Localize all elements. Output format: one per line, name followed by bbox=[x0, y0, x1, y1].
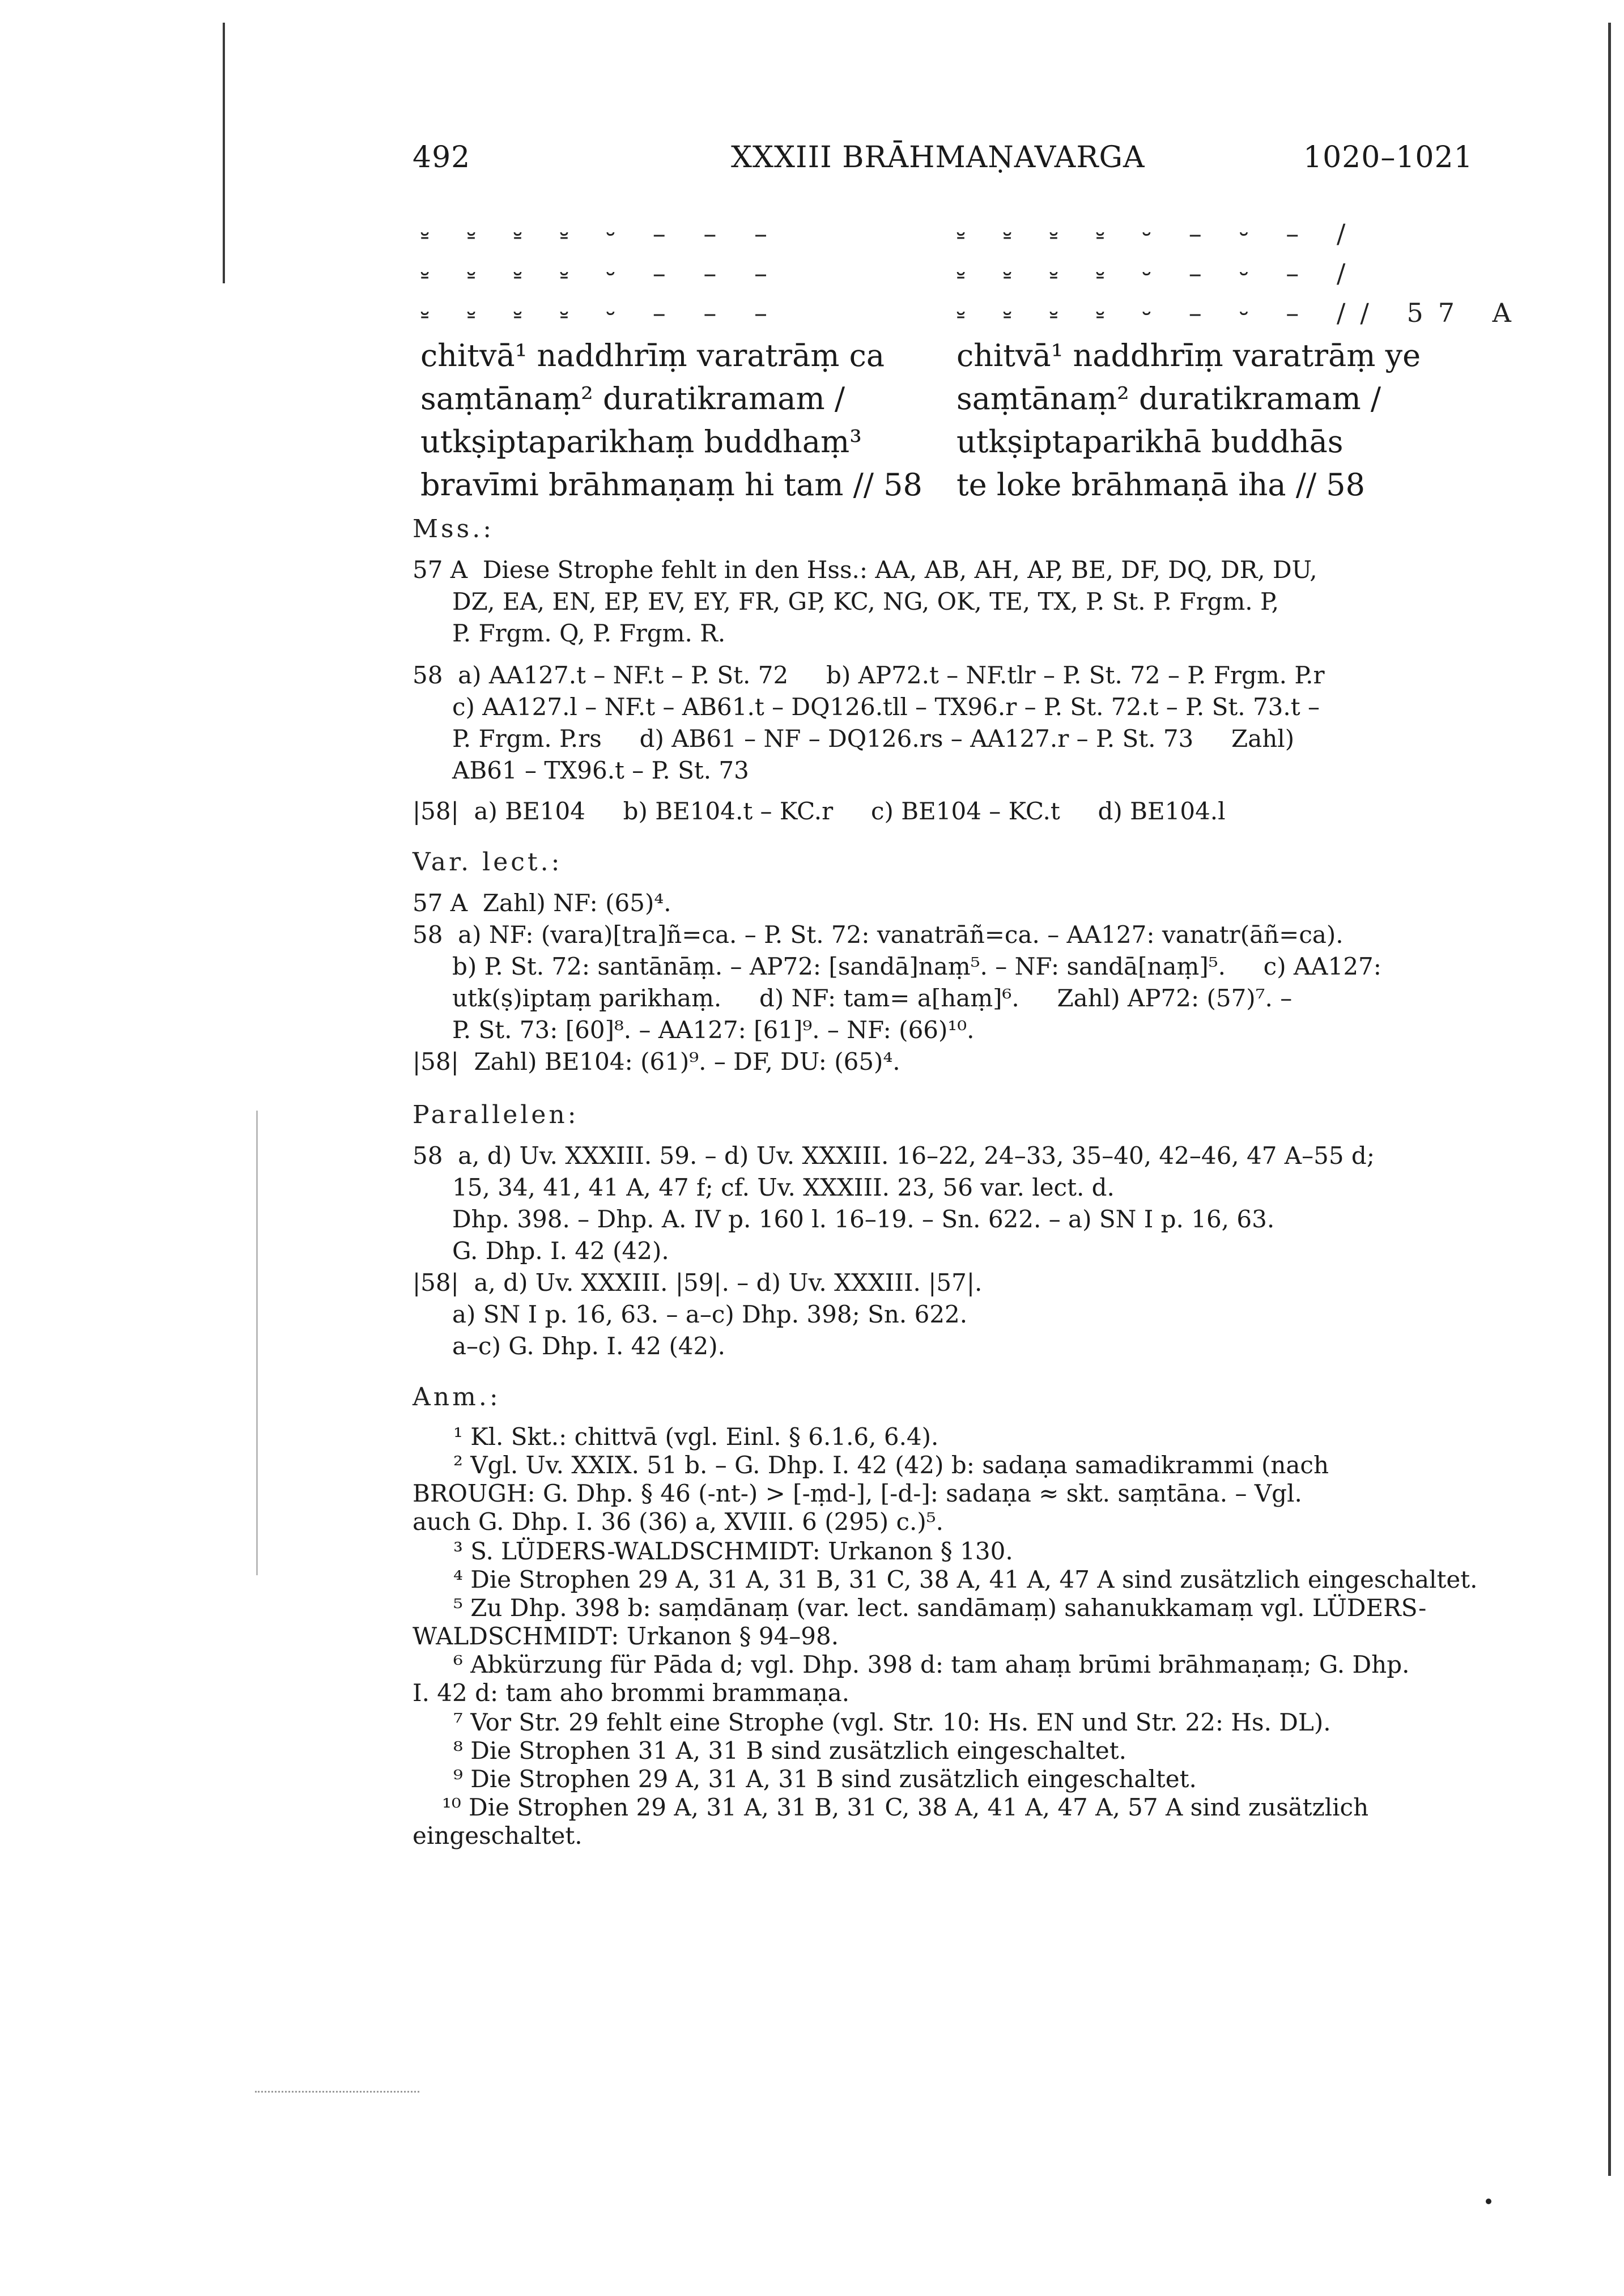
footnote-line: ⁴ Die Strophen 29 A, 31 A, 31 B, 31 C, 38 A, 41 A, 47 A sind zusätzlich eingeschaltet. bbox=[453, 1566, 1478, 1593]
meter-left-line: ⏓ ⏓ ⏓ ⏓ ⏑ – – – bbox=[420, 258, 782, 288]
meter-right-line: ⏓ ⏓ ⏓ ⏓ ⏑ – ⏑ – / bbox=[956, 218, 1361, 249]
footnote-line: I. 42 d: tam aho brommi brammaṇa. bbox=[413, 1679, 850, 1707]
parallel-line: |58| a, d) Uv. XXXIII. |59|. – d) Uv. XXXIII. |57|. bbox=[413, 1269, 983, 1296]
var-lect-line: b) P. St. 72: santānāṃ. – AP72: [sandā]naṃ⁵. – NF: sandā[naṃ]⁵. c) AA127: bbox=[452, 953, 1381, 980]
running-title: XXXIII BRĀHMAṆAVARGA bbox=[731, 141, 1145, 175]
footnote-line: ⁶ Abkürzung für Pāda d; vgl. Dhp. 398 d: tam ahaṃ brūmi brāhmaṇaṃ; G. Dhp. bbox=[453, 1651, 1410, 1678]
scan-edge-line-right bbox=[1608, 23, 1611, 2176]
mss-line: 57 A Diese Strophe fehlt in den Hss.: AA, AB, AH, AP, BE, DF, DQ, DR, DU, bbox=[413, 556, 1317, 584]
verse-left-line: saṃtānaṃ² duratikramam / bbox=[420, 381, 845, 416]
meter-right-line: ⏓ ⏓ ⏓ ⏓ ⏑ – ⏑ – // 57 A bbox=[956, 297, 1526, 328]
verse-right-line: saṃtānaṃ² duratikramam / bbox=[956, 381, 1381, 416]
footnote-line: WALDSCHMIDT: Urkanon § 94–98. bbox=[413, 1622, 839, 1650]
footnote-line: eingeschaltet. bbox=[413, 1822, 583, 1849]
mss-line: AB61 – TX96.t – P. St. 73 bbox=[452, 756, 749, 784]
footnote-line: ³ S. LÜDERS-WALDSCHMIDT: Urkanon § 130. bbox=[453, 1537, 1013, 1565]
scan-dots bbox=[255, 2091, 419, 2094]
mss-line: P. Frgm. Q, P. Frgm. R. bbox=[452, 619, 726, 647]
parallel-line: a) SN I p. 16, 63. – a–c) Dhp. 398; Sn. 622. bbox=[452, 1300, 968, 1328]
page-number: 492 bbox=[413, 141, 471, 175]
parallel-line: Dhp. 398. – Dhp. A. IV p. 160 l. 16–19. – Sn. 622. – a) SN I p. 16, 63. bbox=[452, 1205, 1275, 1233]
var-lect-line: 58 a) NF: (vara)[tra]ñ=ca. – P. St. 72: vanatrāñ=ca. – AA127: vanatr(āñ=ca). bbox=[413, 921, 1344, 949]
meter-right-line: ⏓ ⏓ ⏓ ⏓ ⏑ – ⏑ – / bbox=[956, 258, 1361, 288]
footnote-line: ¹⁰ Die Strophen 29 A, 31 A, 31 B, 31 C, 38 A, 41 A, 47 A, 57 A sind zusätzlich bbox=[442, 1793, 1369, 1821]
section-heading-parallelen: Parallelen: bbox=[413, 1100, 579, 1129]
meter-left-line: ⏓ ⏓ ⏓ ⏓ ⏑ – – – bbox=[420, 297, 782, 328]
mss-line: c) AA127.l – NF.t – AB61.t – DQ126.tll – TX96.r – P. St. 72.t – P. St. 73.t – bbox=[452, 693, 1320, 721]
verse-right-line: utkṣiptaparikhā buddhās bbox=[956, 424, 1344, 460]
scan-edge-mark-left bbox=[256, 1111, 258, 1575]
verse-left-line: utkṣiptaparikhaṃ buddhaṃ³ bbox=[420, 424, 862, 460]
mss-line: |58| a) BE104 b) BE104.t – KC.r c) BE104 – KC.t d) BE104.l bbox=[413, 797, 1226, 825]
verse-left-line: chitvā¹ naddhrīṃ varatrāṃ ca bbox=[420, 338, 885, 373]
mss-line: 58 a) AA127.t – NF.t – P. St. 72 b) AP72.t – NF.tlr – P. St. 72 – P. Frgm. P.r bbox=[413, 661, 1325, 689]
section-heading-mss: Mss.: bbox=[413, 515, 495, 543]
mss-line: DZ, EA, EN, EP, EV, EY, FR, GP, KC, NG, OK, TE, TX, P. St. P. Frgm. P, bbox=[452, 588, 1279, 615]
var-lect-line: P. St. 73: [60]⁸. – AA127: [61]⁹. – NF: (66)¹⁰. bbox=[452, 1016, 975, 1044]
parallel-line: a–c) G. Dhp. I. 42 (42). bbox=[452, 1332, 726, 1360]
mss-line: P. Frgm. P.rs d) AB61 – NF – DQ126.rs – AA127.r – P. St. 73 Zahl) bbox=[452, 725, 1295, 752]
footnote-line: auch G. Dhp. I. 36 (36) a, XVIII. 6 (295) c.)⁵. bbox=[413, 1508, 943, 1536]
verse-range: 1020–1021 bbox=[1303, 141, 1473, 175]
var-lect-line: utk(ṣ)iptaṃ parikhaṃ. d) NF: tam= a[haṃ]⁶. Zahl) AP72: (57)⁷. – bbox=[452, 984, 1293, 1012]
footnote-line: ⁵ Zu Dhp. 398 b: saṃdānaṃ (var. lect. sandāmaṃ) sahanukkamaṃ vgl. LÜDERS- bbox=[453, 1594, 1427, 1622]
parallel-line: 15, 34, 41, 41 A, 47 f; cf. Uv. XXXIII. 23, 56 var. lect. d. bbox=[452, 1173, 1115, 1201]
footnote-line: ⁹ Die Strophen 29 A, 31 A, 31 B sind zusätzlich eingeschaltet. bbox=[453, 1765, 1197, 1793]
footnote-line: ⁷ Vor Str. 29 fehlt eine Strophe (vgl. Str. 10: Hs. EN und Str. 22: Hs. DL). bbox=[453, 1708, 1331, 1736]
footnote-line: ⁸ Die Strophen 31 A, 31 B sind zusätzlich eingeschaltet. bbox=[453, 1737, 1127, 1764]
section-heading-var-lect: Var. lect.: bbox=[413, 848, 563, 877]
footnote-line: ² Vgl. Uv. XXIX. 51 b. – G. Dhp. I. 42 (42) b: sadaṇa samadikrammi (nach bbox=[453, 1451, 1329, 1479]
footnote-line: BROUGH: G. Dhp. § 46 (-nt-) > [-ṃd-], [-d-]: sadaṇa ≈ skt. saṃtāna. – Vgl. bbox=[413, 1479, 1302, 1507]
var-lect-line: |58| Zahl) BE104: (61)⁹. – DF, DU: (65)⁴. bbox=[413, 1048, 900, 1075]
scan-speck bbox=[1486, 2199, 1491, 2204]
parallel-line: 58 a, d) Uv. XXXIII. 59. – d) Uv. XXXIII. 16–22, 24–33, 35–40, 42–46, 47 A–55 d; bbox=[413, 1142, 1375, 1170]
verse-right-line: chitvā¹ naddhrīṃ varatrāṃ ye bbox=[956, 338, 1421, 373]
var-lect-line: 57 A Zahl) NF: (65)⁴. bbox=[413, 889, 671, 917]
verse-right-line: te loke brāhmaṇā iha // 58 bbox=[956, 467, 1366, 503]
footnote-line: ¹ Kl. Skt.: chittvā (vgl. Einl. § 6.1.6, 6.4). bbox=[453, 1423, 939, 1451]
verse-left-line: bravīmi brāhmaṇaṃ hi tam // 58 bbox=[420, 467, 922, 503]
meter-left-line: ⏓ ⏓ ⏓ ⏓ ⏑ – – – bbox=[420, 218, 782, 249]
section-heading-anm: Anm.: bbox=[413, 1383, 501, 1411]
scan-edge-line-left bbox=[223, 23, 225, 283]
parallel-line: G. Dhp. I. 42 (42). bbox=[452, 1237, 669, 1265]
